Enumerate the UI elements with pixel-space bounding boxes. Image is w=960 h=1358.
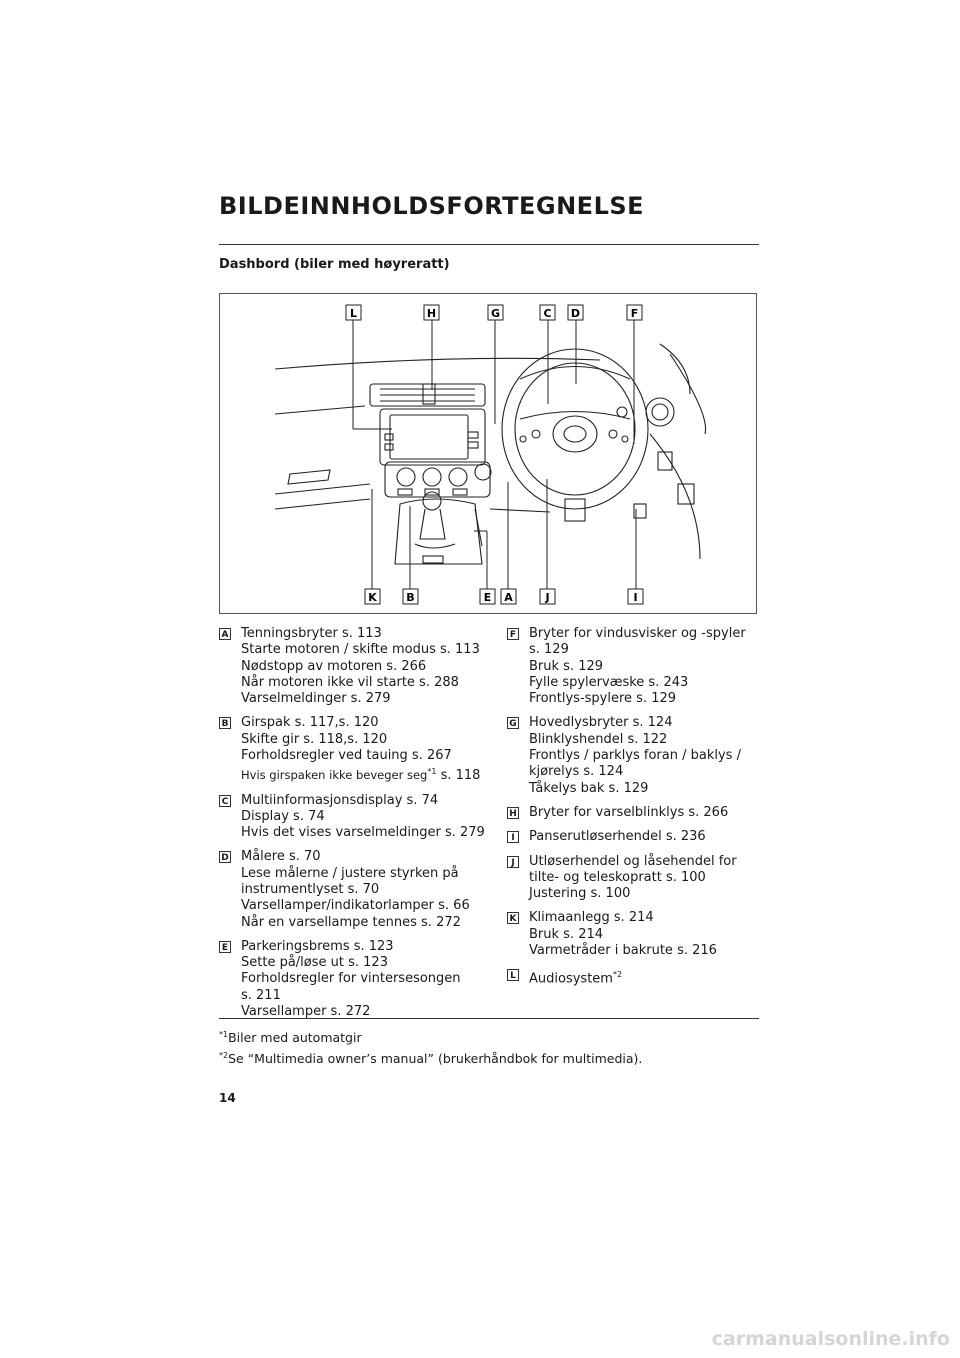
callout-label-g: G <box>490 307 501 320</box>
climate-panel <box>385 462 490 497</box>
entry-line: Justering s. 100 <box>529 886 631 902</box>
entry-line: Girspak s. 117,s. 120 <box>241 715 379 731</box>
title-divider <box>219 244 759 245</box>
entry-f <box>507 626 757 707</box>
dashboard-illustration <box>219 293 757 614</box>
footnote-mark: *2 <box>612 970 623 980</box>
entry-letter-badge: E <box>219 941 231 953</box>
entry-line: Når motoren ikke vil starte s. 288 <box>241 674 459 690</box>
entry-e <box>219 939 489 1020</box>
entry-line: Hovedlysbryter s. 124 <box>529 715 673 731</box>
steering-column <box>565 499 585 521</box>
dash-top-line <box>275 358 600 369</box>
footnote-mark: *2 <box>219 1051 229 1060</box>
entry-line: Lese målerne / justere styrken på <box>241 865 459 881</box>
entry-l <box>507 967 757 988</box>
entry-letter-badge: I <box>507 831 519 843</box>
callout-label-b: B <box>406 591 415 604</box>
entry-line-footnoted <box>529 967 757 988</box>
entry-k <box>507 910 757 959</box>
footnote-mark: *1 <box>219 1030 229 1039</box>
entry-line: Multiinformasjonsdisplay s. 74 <box>241 792 439 808</box>
entry-letter-badge: G <box>507 717 519 729</box>
callout-label-k: K <box>368 591 377 604</box>
entry-i <box>507 829 757 845</box>
footnote-text: Se “Multimedia owner’s manual” (brukerhåndbok for multimedia). <box>228 1051 643 1067</box>
center-console <box>395 499 482 564</box>
callout-label-e: E <box>483 591 492 604</box>
right-vent <box>646 398 674 426</box>
footnote-text: Biler med automatgir <box>228 1030 362 1046</box>
steering-wheel <box>502 349 648 509</box>
callout-label-h: H <box>426 307 437 320</box>
entry-line: Hvis det vises varselmeldinger s. 279 <box>241 825 485 841</box>
callout-label-f: F <box>630 307 639 320</box>
entry-line: kjørelys s. 124 <box>529 764 624 780</box>
entry-line: s. 211 <box>241 987 281 1003</box>
callout-label-i: I <box>633 591 638 604</box>
callout-label-j: J <box>545 591 550 604</box>
footnote-divider <box>219 1018 759 1019</box>
entry-line: Bruk s. 214 <box>529 926 604 942</box>
entry-letter-badge: L <box>507 969 519 981</box>
multimedia-screen <box>380 409 485 465</box>
entry-line: Skifte gir s. 118,s. 120 <box>241 731 388 747</box>
entry-line: Frontlys / parklys foran / baklys / <box>529 748 741 764</box>
entry-line: Varsellamper s. 272 <box>241 1004 371 1020</box>
footnote-mark: *1 <box>427 767 437 777</box>
entry-line: Blinklyshendel s. 122 <box>529 731 668 747</box>
entry-line: Bryter for varselblinklys s. 266 <box>529 804 729 820</box>
entry-line: Parkeringsbrems s. 123 <box>241 938 394 954</box>
footnote-2 <box>219 1051 642 1066</box>
entry-j <box>507 854 757 903</box>
parking-brake <box>475 509 482 546</box>
entry-line: Målere s. 70 <box>241 849 321 865</box>
entry-letter-badge: C <box>219 795 231 807</box>
page-number: 14 <box>219 1091 236 1105</box>
entry-line: Tenningsbryter s. 113 <box>241 626 382 641</box>
entry-letter-badge: F <box>507 628 519 640</box>
entry-line: Klimaanlegg s. 214 <box>529 910 654 926</box>
entry-line: Tåkelys bak s. 129 <box>529 780 649 796</box>
entry-line: Panserutløserhendel s. 236 <box>529 829 706 845</box>
entry-c <box>219 793 489 842</box>
entry-line: Sette på/løse ut s. 123 <box>241 955 388 971</box>
entry-line: Fylle spylervæske s. 243 <box>529 674 689 690</box>
entry-line: Varmetråder i bakrute s. 216 <box>529 943 717 959</box>
entry-letter-badge: B <box>219 717 231 729</box>
entry-line: Bryter for vindusvisker og -spyler <box>529 626 746 641</box>
entry-a <box>219 626 489 707</box>
section-subtitle: Dashbord (biler med høyreratt) <box>219 257 450 272</box>
entry-b <box>219 715 489 784</box>
engine-start-button <box>475 464 491 480</box>
callout-label-d: D <box>570 307 581 320</box>
entry-line: instrumentlyset s. 70 <box>241 881 380 897</box>
entry-line: s. 129 <box>529 642 569 658</box>
footnote-1 <box>219 1030 362 1045</box>
entry-letter-badge: D <box>219 851 231 863</box>
entry-line: Starte motoren / skifte modus s. 113 <box>241 642 480 658</box>
callout-label-c: C <box>543 307 552 320</box>
entry-g <box>507 715 757 796</box>
entry-line: Varselmeldinger s. 279 <box>241 691 391 707</box>
entry-h <box>507 805 757 821</box>
entry-line: Display s. 74 <box>241 808 325 824</box>
entry-line: Varsellamper/indikatorlamper s. 66 <box>241 898 470 914</box>
entry-line-footnoted <box>241 764 489 784</box>
entry-letter-badge: K <box>507 912 519 924</box>
left-entry-column <box>219 626 489 1028</box>
entry-letter-badge: H <box>507 807 519 819</box>
entry-line: Forholdsregler for vintersesongen <box>241 971 461 987</box>
entry-line: Bruk s. 129 <box>529 658 604 674</box>
entry-text: Hvis girspaken ikke beveger seg <box>241 768 428 783</box>
entry-line: Utløserhendel og låsehendel for <box>529 853 737 869</box>
entry-line: Forholdsregler ved tauing s. 267 <box>241 748 452 764</box>
entry-d <box>219 849 489 930</box>
entry-text: Audiosystem <box>529 971 613 987</box>
entry-letter-badge: A <box>219 628 231 640</box>
entry-line: Nødstopp av motoren s. 266 <box>241 658 427 674</box>
entry-line: Frontlys-spylere s. 129 <box>529 691 677 707</box>
page-title: BILDEINNHOLDSFORTEGNELSE <box>219 192 645 220</box>
watermark: carmanualsonline.info <box>711 1328 950 1350</box>
entry-letter-badge: J <box>507 856 519 868</box>
callout-label-a: A <box>504 591 513 604</box>
entry-line: tilte- og teleskopratt s. 100 <box>529 869 706 885</box>
right-entry-column <box>507 626 757 996</box>
entry-line: Når en varsellampe tennes s. 272 <box>241 914 461 930</box>
page-ref: s. 118 <box>436 768 481 784</box>
dashboard-drawing <box>220 294 757 614</box>
callout-label-l: L <box>349 307 358 320</box>
